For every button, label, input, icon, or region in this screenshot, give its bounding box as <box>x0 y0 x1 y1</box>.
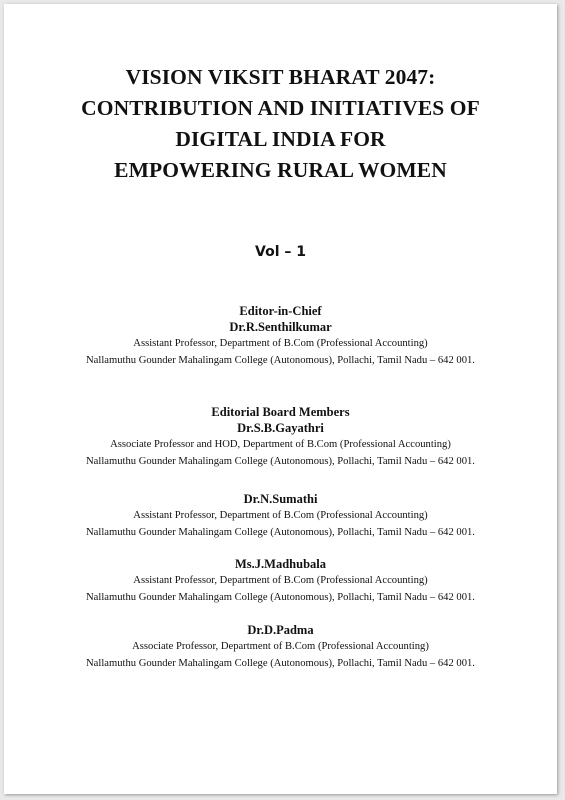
board-member <box>4 491 557 541</box>
board-member-institution: Nallamuthu Gounder Mahalingam College (Autonomous), Pollachi, Tamil Nadu – 642 001. <box>86 592 475 603</box>
board-member-designation: Associate Professor and HOD, Department of B.Com (Professional Accounting) <box>110 439 451 450</box>
board-member-designation: Assistant Professor, Department of B.Com (Professional Accounting) <box>133 510 428 521</box>
editorial-board-heading: Editorial Board Members <box>211 405 350 419</box>
title-line: EMPOWERING RURAL WOMEN <box>114 158 447 182</box>
board-member-institution: Nallamuthu Gounder Mahalingam College (Autonomous), Pollachi, Tamil Nadu – 642 001. <box>86 658 475 669</box>
editor-in-chief-section <box>4 304 557 369</box>
board-member-name: Dr.N.Sumathi <box>243 492 318 506</box>
board-member <box>4 622 557 672</box>
board-member <box>4 556 557 606</box>
board-member-institution: Nallamuthu Gounder Mahalingam College (Autonomous), Pollachi, Tamil Nadu – 642 001. <box>86 456 475 467</box>
book-title <box>4 62 557 186</box>
title-line: CONTRIBUTION AND INITIATIVES OF <box>81 96 480 120</box>
editorial-board-section <box>4 405 557 470</box>
editor-in-chief-heading: Editor-in-Chief <box>239 304 322 318</box>
board-member-designation: Assistant Professor, Department of B.Com (Professional Accounting) <box>133 575 428 586</box>
board-member-designation: Associate Professor, Department of B.Com (Professional Accounting) <box>132 641 429 652</box>
volume-label: Vol – 1 <box>255 244 306 260</box>
board-member-name: Dr.S.B.Gayathri <box>237 421 324 435</box>
editor-in-chief-designation: Assistant Professor, Department of B.Com (Professional Accounting) <box>133 338 428 349</box>
editor-in-chief-name: Dr.R.Senthilkumar <box>229 320 332 334</box>
document-page <box>4 4 557 794</box>
title-line: VISION VIKSIT BHARAT 2047: <box>125 65 436 89</box>
board-member-name: Dr.D.Padma <box>247 623 314 637</box>
board-member-name: Ms.J.Madhubala <box>235 557 326 571</box>
board-member-institution: Nallamuthu Gounder Mahalingam College (Autonomous), Pollachi, Tamil Nadu – 642 001. <box>86 527 475 538</box>
editor-in-chief-institution: Nallamuthu Gounder Mahalingam College (Autonomous), Pollachi, Tamil Nadu – 642 001. <box>86 355 475 366</box>
title-line: DIGITAL INDIA FOR <box>175 127 386 151</box>
